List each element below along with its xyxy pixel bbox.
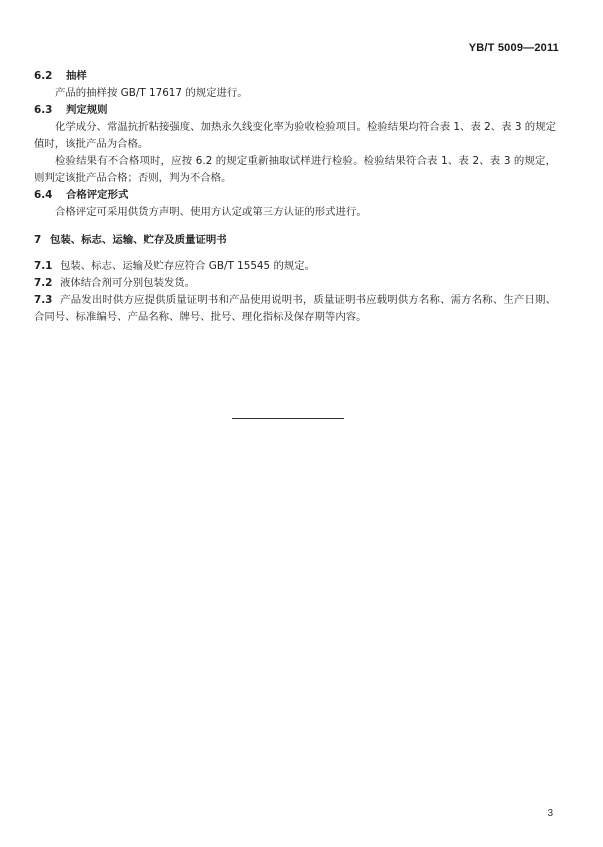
section-number: 6.2 — [34, 70, 53, 82]
section-heading-6-3 — [34, 102, 556, 119]
clause-number: 7.1 — [34, 260, 53, 272]
clause-7-1 — [34, 258, 556, 275]
paragraph-6-2: 产品的抽样按 GB/T 17617 的规定进行。 — [55, 87, 248, 99]
chapter-heading-7 — [34, 232, 556, 249]
clause-7-2 — [34, 275, 556, 292]
paragraph-6-3-2: 检验结果有不合格项时，应按 6.2 的规定重新抽取试样进行检验。检验结果符合表 1、表 2、表 3 的规定，则判定该批产品合格；否则，判为不合格。 — [34, 155, 556, 184]
section-title: 判定规则 — [66, 104, 108, 116]
section-heading-6-2 — [34, 68, 556, 85]
clause-number: 7.2 — [34, 277, 53, 289]
section-heading-6-4 — [34, 187, 556, 204]
end-of-standard-rule — [232, 418, 344, 419]
section-number: 6.3 — [34, 104, 53, 116]
document-body — [34, 68, 556, 326]
section-title: 抽样 — [66, 70, 87, 82]
paragraph-6-3-1: 化学成分、常温抗折粘接强度、加热永久线变化率为验收检验项目。检验结果均符合表 1、表 2、表 3 的规定值时，该批产品为合格。 — [34, 121, 556, 150]
clause-text: 包装、标志、运输及贮存应符合 GB/T 15545 的规定。 — [60, 260, 316, 272]
clause-text: 产品发出时供方应提供质量证明书和产品使用说明书，质量证明书应载明供方名称、需方名称、生产日期、合同号、标准编号、产品名称、牌号、批号、理化指标及保存期等内容。 — [34, 294, 556, 323]
section-title: 合格评定形式 — [66, 189, 129, 201]
section-number: 6.4 — [34, 189, 53, 201]
chapter-number: 7 — [34, 234, 42, 246]
standard-code: YB/T 5009—2011 — [468, 42, 559, 54]
clause-7-3 — [34, 292, 556, 326]
clause-text: 液体结合剂可分别包装发货。 — [60, 277, 196, 289]
paragraph-6-4: 合格评定可采用供货方声明、使用方认定或第三方认证的形式进行。 — [55, 206, 367, 218]
clause-number: 7.3 — [34, 294, 53, 306]
page-number: 3 — [547, 808, 553, 819]
chapter-title: 包装、标志、运输、贮存及质量证明书 — [50, 234, 227, 246]
